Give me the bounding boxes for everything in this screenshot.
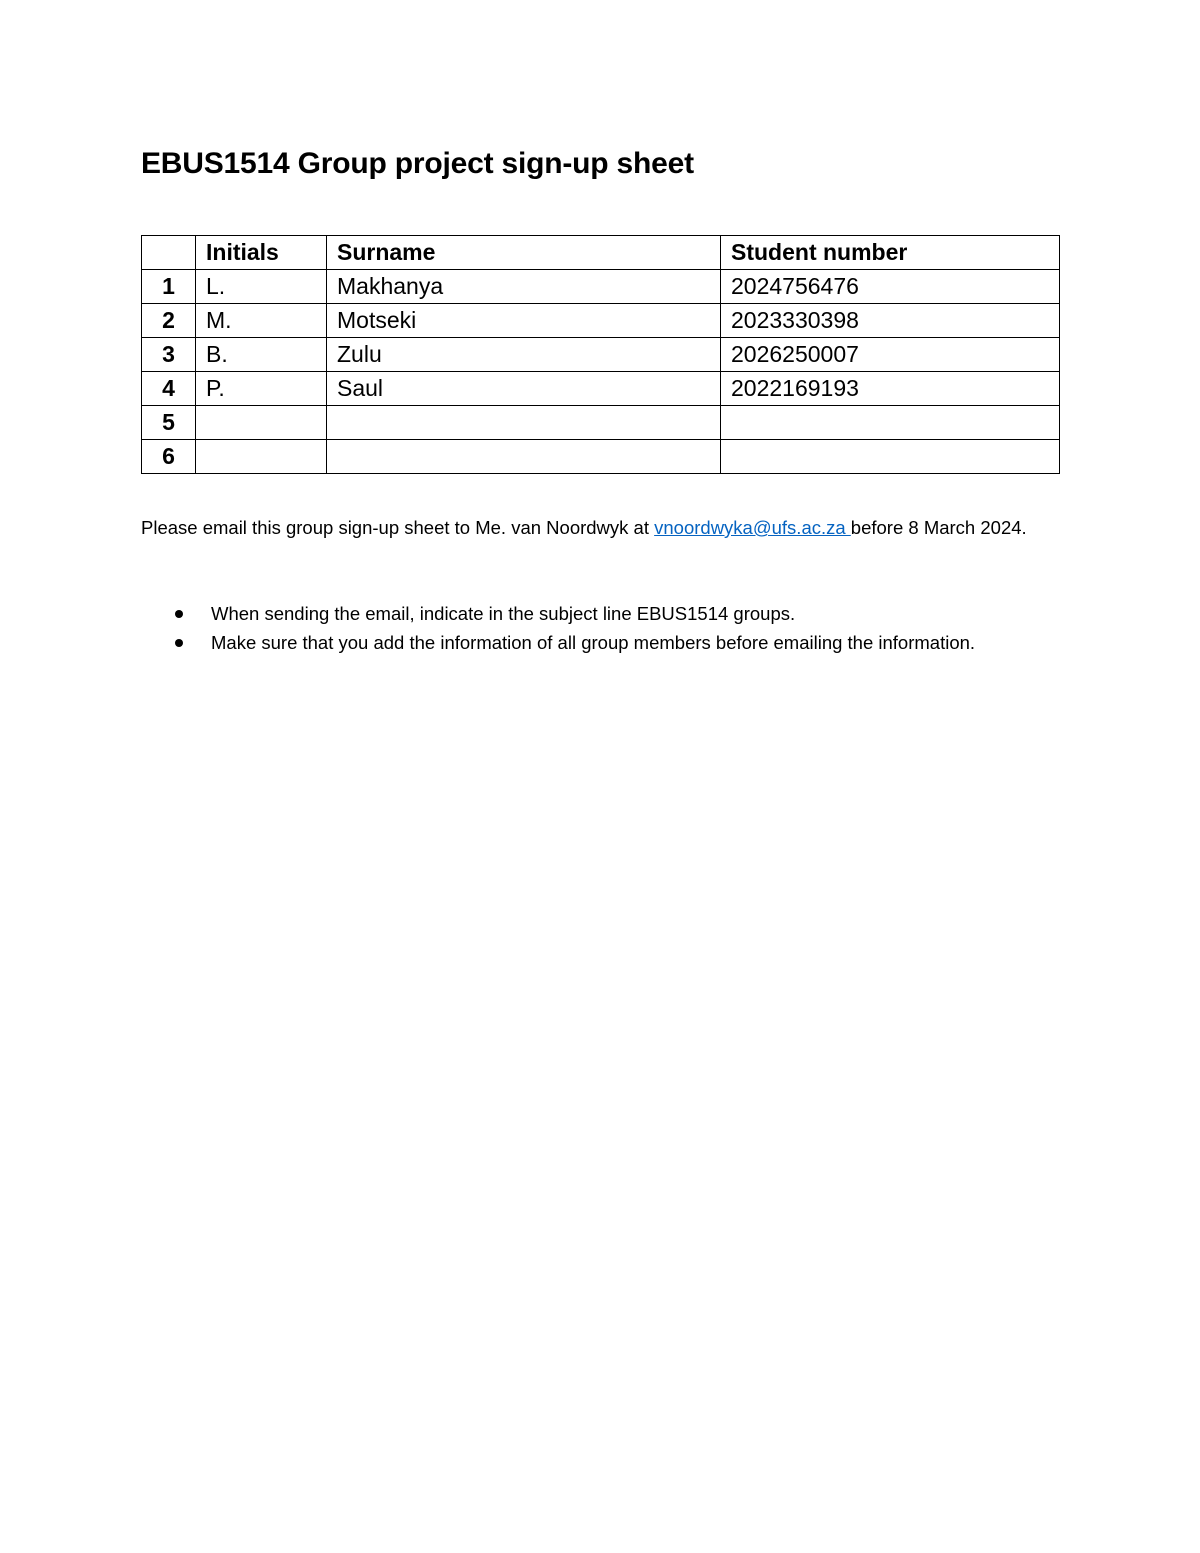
row-number: 4 [142,372,196,406]
surname-cell: Saul [327,372,721,406]
student-number-cell: 2026250007 [721,338,1060,372]
instructions-text: Please email this group sign-up sheet to Me. van Noordwyk at [141,517,655,538]
header-initials: Initials [196,236,327,270]
bullet-icon [175,639,183,647]
table-row [142,372,1060,406]
row-number: 6 [142,440,196,474]
surname-cell: Makhanya [327,270,721,304]
surname-cell: Zulu [327,338,721,372]
table-row [142,304,1060,338]
header-number [142,236,196,270]
list-item [141,599,1081,628]
student-number-cell: 2023330398 [721,304,1060,338]
email-link[interactable]: vnoordwyka@ufs.ac.za [654,517,851,538]
row-number: 2 [142,304,196,338]
row-number: 3 [142,338,196,372]
bullet-list [141,599,1081,657]
header-surname: Surname [327,236,721,270]
initials-cell: P. [196,372,327,406]
surname-cell [327,440,721,474]
surname-cell [327,406,721,440]
list-item [141,628,1081,657]
signup-table [141,235,1060,474]
table-header-row [142,236,1060,270]
page-title: EBUS1514 Group project sign-up sheet [141,147,694,180]
row-number: 1 [142,270,196,304]
initials-cell [196,406,327,440]
header-student-number: Student number [721,236,1060,270]
row-number: 5 [142,406,196,440]
deadline-text: before 8 March 2024. [850,517,1027,538]
table-row [142,406,1060,440]
initials-cell: M. [196,304,327,338]
initials-cell: L. [196,270,327,304]
table-row [142,270,1060,304]
student-number-cell [721,440,1060,474]
student-number-cell: 2024756476 [721,270,1060,304]
instructions-paragraph [141,513,1061,542]
surname-cell: Motseki [327,304,721,338]
student-number-cell [721,406,1060,440]
table-row [142,338,1060,372]
bullet-text: When sending the email, indicate in the subject line EBUS1514 groups. [211,603,796,624]
table-row [142,440,1060,474]
bullet-icon [175,610,183,618]
bullet-text: Make sure that you add the information of all group members before emailing the information. [211,632,976,653]
student-number-cell: 2022169193 [721,372,1060,406]
initials-cell [196,440,327,474]
initials-cell: B. [196,338,327,372]
